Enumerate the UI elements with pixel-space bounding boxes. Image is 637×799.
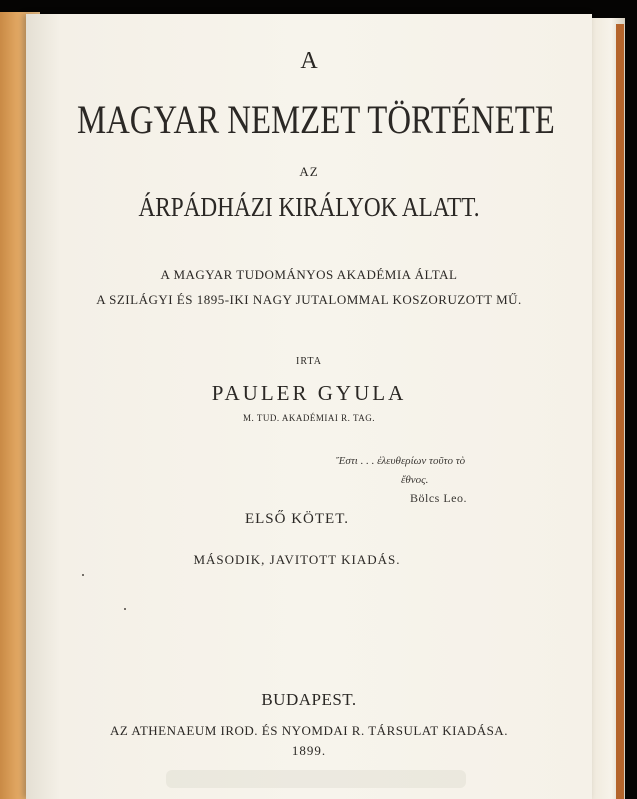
epigraph-attribution: Bölcs Leo. [410,491,467,505]
imprint-city: BUDAPEST. [261,690,357,709]
by-label: IRTA [296,356,322,367]
imprint-publisher: AZ ATHENAEUM IROD. ÉS NYOMDAI R. TÁRSULAT KIADÁSA. [110,723,508,738]
award-line-2: A SZILÁGYI ÉS 1895-IKI NAGY JUTALOMMAL KOSZORUZOTT MŰ. [96,292,522,307]
author-title: M. TUD. AKADÉMIAI R. TAG. [243,413,375,423]
volume-label: ELSŐ KÖTET. [244,511,350,527]
award-line-1: A MAGYAR TUDOMÁNYOS AKADÉMIA ÁLTAL [160,267,458,282]
ink-speck [82,574,84,576]
imprint-year: 1899. [291,743,327,758]
title-page [26,14,592,799]
edition-label: MÁSODIK, JAVITOTT KIADÁS. [193,552,401,567]
title-conjunction: AZ [299,164,319,179]
author-name: PAULER GYULA [211,381,407,405]
subtitle: ÁRPÁDHÁZI KIRÁLYOK ALATT. [138,192,480,222]
ink-speck [124,608,126,610]
bleed-through [166,770,466,788]
cover-back-edge [616,24,624,799]
epigraph-line-2: ἔθνος. [401,474,429,486]
main-title: MAGYAR NEMZET TÖRTÉNETE [76,97,555,142]
title-article: A [300,48,318,74]
epigraph-line-1: Ἔστι . . . ἐλευθερίων τοῦτο τὸ [336,455,466,467]
